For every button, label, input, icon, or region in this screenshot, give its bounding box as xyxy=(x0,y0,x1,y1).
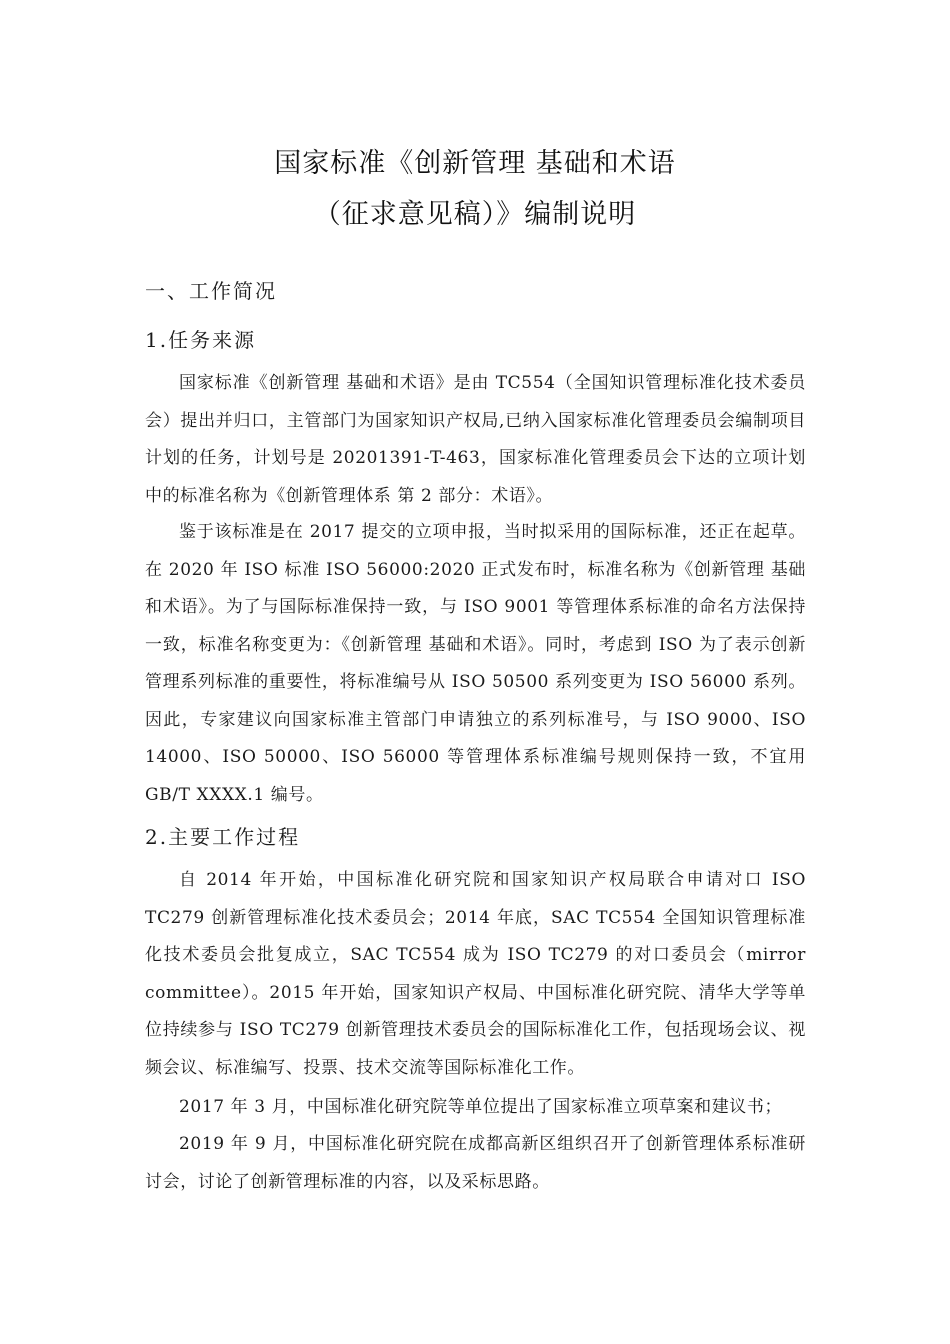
paragraph-work-process-2: 2017 年 3 月，中国标准化研究院等单位提出了国家标准立项草案和建议书； xyxy=(179,1097,783,1117)
paragraph-work-process-1: 自 2014 年开始，中国标准化研究院和国家知识产权局联合申请对口 ISO TC279 创新管理标准化技术委员会；2014 年底，SAC TC554 全国知识管理标准化技术委员会批复成立，SAC TC554 成为 ISO TC279 的对口委员会（mirror committee）。2015 年开始，国家知识产权局、中国标准化研究院、清华大学等单位持续参与 ISO TC279 创新管理技术委员会的国际标准化工作，包括现场会议、视频会议、标准编写、投票、技术交流等国际标准化工作。 xyxy=(145,870,806,1078)
paragraph-work-process-3: 2019 年 9 月，中国标准化研究院在成都高新区组织召开了创新管理体系标准研讨会，讨论了创新管理标准的内容，以及采标思路。 xyxy=(145,1134,806,1192)
document-title-line-2: （征求意见稿）》编制说明 xyxy=(313,199,637,230)
paragraph-task-source-1: 国家标准《创新管理 基础和术语》是由 TC554（全国知识管理标准化技术委员会）提出并归口，主管部门为国家知识产权局,已纳入国家标准化管理委员会编制项目计划的任务，计划号是 20201391-T-463，国家标准化管理委员会下达的立项计划中的标准名称为《创新管理体系 第 2 部分：术语》。 xyxy=(145,373,806,506)
section-heading-work-overview: 一、工作简况 xyxy=(145,279,277,303)
subsection-heading-work-process: 2.主要工作过程 xyxy=(145,825,301,849)
document-title-line-1: 国家标准《创新管理 基础和术语 xyxy=(274,148,676,179)
paragraph-task-source-2: 鉴于该标准是在 2017 提交的立项申报，当时拟采用的国际标准，还正在起草。在 2020 年 ISO 标准 ISO 56000:2020 正式发布时，标准名称为《创新管理 基础和术语》。为了与国际标准保持一致，与 ISO 9001 等管理体系标准的命名方法保持一致，标准名称变更为：《创新管理 基础和术语》。同时，考虑到 ISO 为了表示创新管理系列标准的重要性，将标准编号从 ISO 50500 系列变更为 ISO 56000 系列。因此，专家建议向国家标准主管部门申请独立的系列标准号，与 ISO 9000、ISO 14000、ISO 50000、ISO 56000 等管理体系标准编号规则保持一致，不宜用 GB/T XXXX.1 编号。 xyxy=(145,522,806,805)
subsection-heading-task-source: 1.任务来源 xyxy=(145,328,257,352)
